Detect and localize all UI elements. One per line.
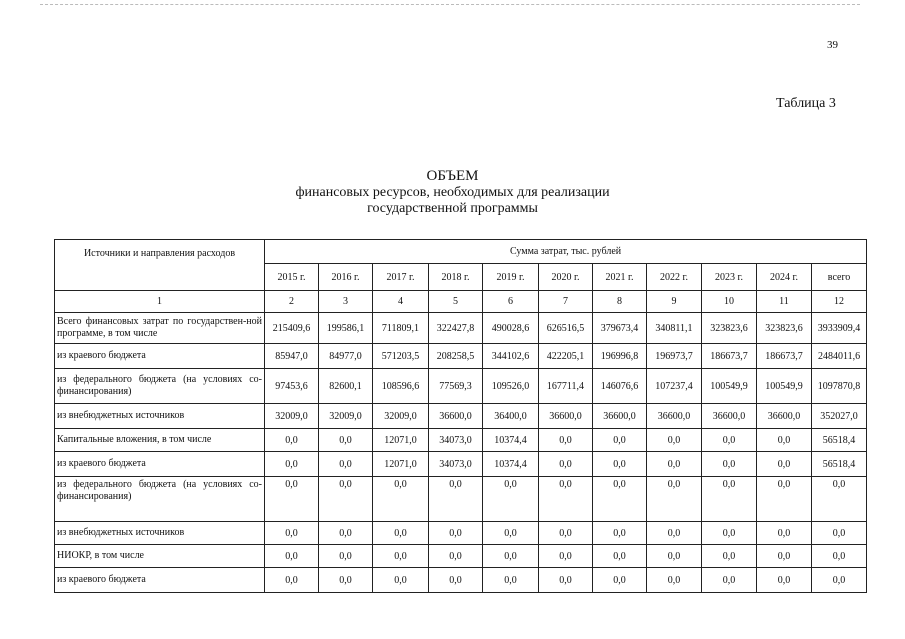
value-cell: 0,0 (265, 545, 319, 568)
value-cell: 0,0 (373, 477, 429, 522)
value-cell: 0,0 (593, 429, 647, 452)
value-cell: 36600,0 (429, 404, 483, 429)
value-cell: 186673,7 (757, 344, 812, 369)
value-cell: 108596,6 (373, 369, 429, 404)
row-label: из внебюджетных источников (55, 404, 265, 429)
heading-title: ОБЪЕМ (426, 168, 479, 184)
value-cell: 322427,8 (429, 313, 483, 344)
value-cell: 0,0 (265, 477, 319, 522)
table-row (55, 522, 867, 545)
value-cell: 0,0 (593, 568, 647, 593)
value-cell: 0,0 (702, 452, 757, 477)
value-cell: 0,0 (483, 477, 539, 522)
value-cell: 56518,4 (812, 429, 867, 452)
value-cell: 36600,0 (702, 404, 757, 429)
column-number-cell: 9 (647, 291, 702, 313)
value-cell: 379673,4 (593, 313, 647, 344)
value-cell: 0,0 (757, 429, 812, 452)
value-cell: 0,0 (483, 522, 539, 545)
value-cell: 0,0 (757, 452, 812, 477)
table-body (55, 313, 867, 593)
table-row (55, 404, 867, 429)
table-label: Таблица 3 (776, 96, 836, 111)
value-cell: 0,0 (429, 477, 483, 522)
header-numbers-row (55, 291, 867, 313)
value-cell: 32009,0 (373, 404, 429, 429)
value-cell: 0,0 (539, 429, 593, 452)
column-number-cell: 3 (319, 291, 373, 313)
value-cell: 0,0 (483, 545, 539, 568)
value-cell: 2484011,6 (812, 344, 867, 369)
value-cell: 571203,5 (373, 344, 429, 369)
value-cell: 0,0 (593, 477, 647, 522)
value-cell: 36600,0 (539, 404, 593, 429)
column-number-cell: 2 (265, 291, 319, 313)
value-cell: 215409,6 (265, 313, 319, 344)
row-label: из внебюджетных источников (55, 522, 265, 545)
header-year-cell: 2019 г. (483, 264, 539, 291)
value-cell: 97453,6 (265, 369, 319, 404)
value-cell: 186673,7 (702, 344, 757, 369)
table-row (55, 452, 867, 477)
value-cell: 0,0 (702, 522, 757, 545)
value-cell: 0,0 (319, 477, 373, 522)
value-cell: 0,0 (539, 545, 593, 568)
value-cell: 344102,6 (483, 344, 539, 369)
document-heading (0, 168, 905, 217)
header-year-cell: 2022 г. (647, 264, 702, 291)
value-cell: 56518,4 (812, 452, 867, 477)
value-cell: 0,0 (593, 522, 647, 545)
value-cell: 32009,0 (265, 404, 319, 429)
value-cell: 36600,0 (757, 404, 812, 429)
value-cell: 10374,4 (483, 452, 539, 477)
header-year-cell: 2024 г. (757, 264, 812, 291)
header-year-cell: 2023 г. (702, 264, 757, 291)
header-year-cell: 2018 г. (429, 264, 483, 291)
value-cell: 199586,1 (319, 313, 373, 344)
value-cell: 0,0 (647, 522, 702, 545)
row-label: НИОКР, в том числе (55, 545, 265, 568)
value-cell: 352027,0 (812, 404, 867, 429)
value-cell: 208258,5 (429, 344, 483, 369)
header-sources: Источники и направления расходов (55, 240, 265, 291)
table-row (55, 545, 867, 568)
column-number-cell: 1 (55, 291, 265, 313)
value-cell: 0,0 (429, 568, 483, 593)
row-label: из федерального бюджета (на условиях со-финансирования) (55, 477, 265, 522)
value-cell: 0,0 (593, 545, 647, 568)
row-label: Всего финансовых затрат по государствен-ной программе, в том числе (55, 313, 265, 344)
table-row (55, 429, 867, 452)
value-cell: 84977,0 (319, 344, 373, 369)
heading-subtitle-line-2: государственной программы (367, 201, 538, 216)
value-cell: 0,0 (812, 477, 867, 522)
value-cell: 36400,0 (483, 404, 539, 429)
value-cell: 12071,0 (373, 429, 429, 452)
value-cell: 0,0 (319, 429, 373, 452)
value-cell: 0,0 (265, 452, 319, 477)
value-cell: 626516,5 (539, 313, 593, 344)
value-cell: 0,0 (647, 545, 702, 568)
row-label: из краевого бюджета (55, 344, 265, 369)
value-cell: 82600,1 (319, 369, 373, 404)
value-cell: 0,0 (539, 477, 593, 522)
value-cell: 0,0 (702, 429, 757, 452)
table-row (55, 568, 867, 593)
value-cell: 0,0 (265, 522, 319, 545)
value-cell: 36600,0 (593, 404, 647, 429)
row-label: из краевого бюджета (55, 568, 265, 593)
column-number-cell: 6 (483, 291, 539, 313)
value-cell: 0,0 (373, 568, 429, 593)
value-cell: 0,0 (593, 452, 647, 477)
value-cell: 0,0 (483, 568, 539, 593)
value-cell: 0,0 (647, 477, 702, 522)
value-cell: 0,0 (647, 568, 702, 593)
value-cell: 109526,0 (483, 369, 539, 404)
row-label: из федерального бюджета (на условиях со-финансирования) (55, 369, 265, 404)
value-cell: 0,0 (812, 522, 867, 545)
value-cell: 0,0 (319, 522, 373, 545)
value-cell: 0,0 (702, 545, 757, 568)
value-cell: 422205,1 (539, 344, 593, 369)
value-cell: 711809,1 (373, 313, 429, 344)
header-sum: Сумма затрат, тыс. рублей (265, 240, 867, 264)
value-cell: 0,0 (757, 477, 812, 522)
column-number-cell: 4 (373, 291, 429, 313)
value-cell: 85947,0 (265, 344, 319, 369)
column-number-cell: 7 (539, 291, 593, 313)
value-cell: 196973,7 (647, 344, 702, 369)
value-cell: 34073,0 (429, 429, 483, 452)
value-cell: 10374,4 (483, 429, 539, 452)
value-cell: 323823,6 (702, 313, 757, 344)
value-cell: 0,0 (373, 522, 429, 545)
header-year-cell: 2016 г. (319, 264, 373, 291)
value-cell: 0,0 (265, 568, 319, 593)
value-cell: 146076,6 (593, 369, 647, 404)
value-cell: 0,0 (702, 568, 757, 593)
value-cell: 196996,8 (593, 344, 647, 369)
header-year-cell: всего (812, 264, 867, 291)
page-number: 39 (827, 39, 838, 51)
column-number-cell: 11 (757, 291, 812, 313)
table-row (55, 477, 867, 522)
value-cell: 167711,4 (539, 369, 593, 404)
value-cell: 490028,6 (483, 313, 539, 344)
value-cell: 3933909,4 (812, 313, 867, 344)
table-row (55, 313, 867, 344)
value-cell: 0,0 (373, 545, 429, 568)
value-cell: 36600,0 (647, 404, 702, 429)
header-year-cell: 2021 г. (593, 264, 647, 291)
column-number-cell: 5 (429, 291, 483, 313)
value-cell: 100549,9 (702, 369, 757, 404)
value-cell: 0,0 (319, 568, 373, 593)
value-cell: 0,0 (539, 568, 593, 593)
value-cell: 100549,9 (757, 369, 812, 404)
value-cell: 0,0 (429, 545, 483, 568)
value-cell: 77569,3 (429, 369, 483, 404)
value-cell: 0,0 (265, 429, 319, 452)
value-cell: 0,0 (539, 522, 593, 545)
value-cell: 107237,4 (647, 369, 702, 404)
heading-subtitle-line-1: финансовых ресурсов, необходимых для реализации (295, 185, 610, 200)
scan-edge-line (40, 4, 860, 5)
value-cell: 0,0 (539, 452, 593, 477)
value-cell: 0,0 (429, 522, 483, 545)
value-cell: 0,0 (647, 429, 702, 452)
header-year-cell: 2017 г. (373, 264, 429, 291)
header-year-cell: 2020 г. (539, 264, 593, 291)
value-cell: 0,0 (757, 545, 812, 568)
value-cell: 0,0 (319, 545, 373, 568)
column-number-cell: 12 (812, 291, 867, 313)
value-cell: 0,0 (757, 522, 812, 545)
table-row (55, 344, 867, 369)
value-cell: 1097870,8 (812, 369, 867, 404)
value-cell: 34073,0 (429, 452, 483, 477)
row-label: Капитальные вложения, в том числе (55, 429, 265, 452)
value-cell: 0,0 (812, 568, 867, 593)
column-number-cell: 8 (593, 291, 647, 313)
value-cell: 0,0 (757, 568, 812, 593)
value-cell: 0,0 (647, 452, 702, 477)
value-cell: 32009,0 (319, 404, 373, 429)
table-row (55, 369, 867, 404)
value-cell: 0,0 (702, 477, 757, 522)
value-cell: 0,0 (319, 452, 373, 477)
row-label: из краевого бюджета (55, 452, 265, 477)
value-cell: 323823,6 (757, 313, 812, 344)
header-year-cell: 2015 г. (265, 264, 319, 291)
value-cell: 340811,1 (647, 313, 702, 344)
value-cell: 12071,0 (373, 452, 429, 477)
column-number-cell: 10 (702, 291, 757, 313)
value-cell: 0,0 (812, 545, 867, 568)
financing-table (54, 239, 867, 593)
